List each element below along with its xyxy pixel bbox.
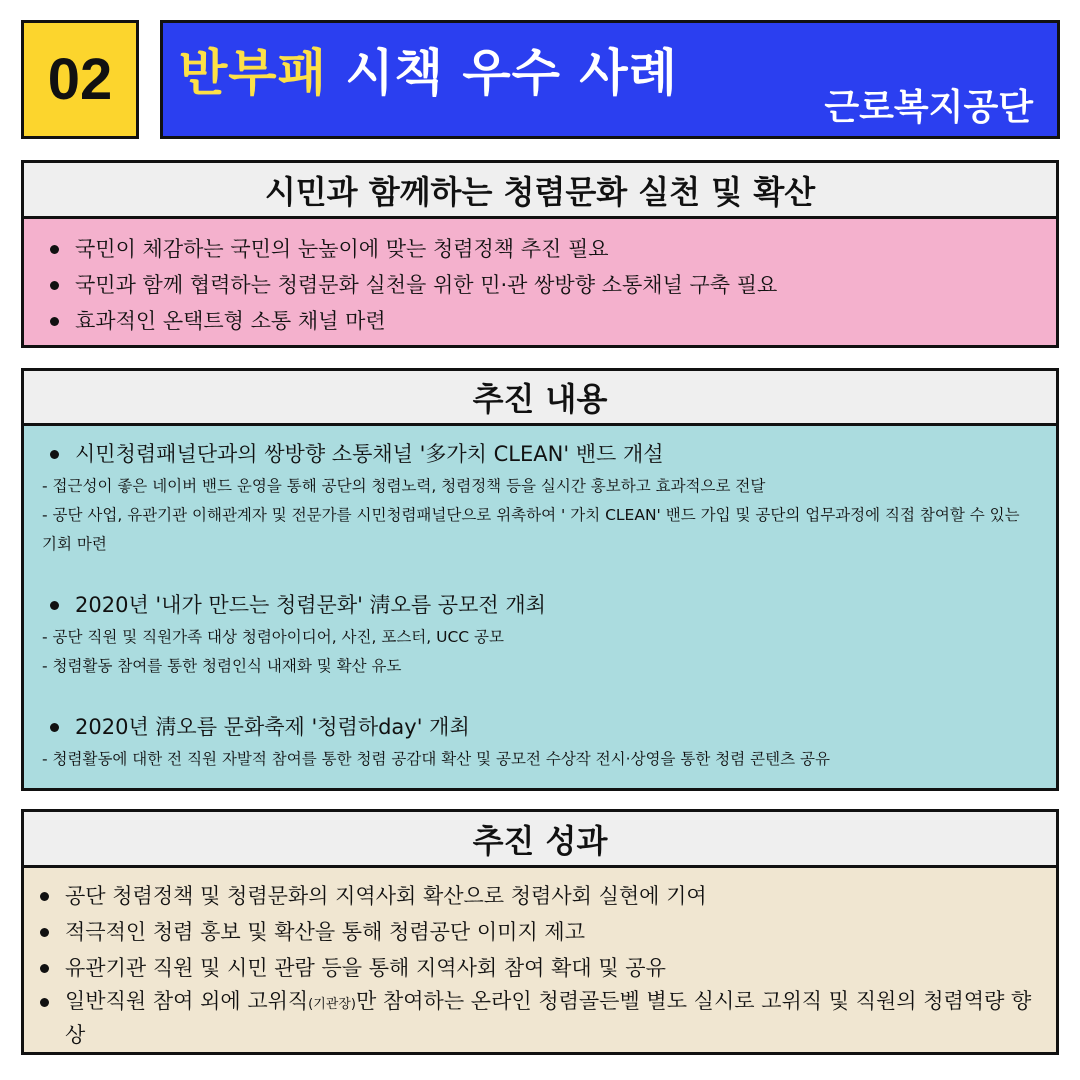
activities-section (21, 368, 1059, 791)
activity-title-text: 2020년 '내가 만드는 청렴문화' 淸오름 공모전 개최 (75, 593, 546, 617)
bullet-dot (50, 245, 59, 254)
activity-title (42, 587, 1038, 623)
result-bullet (32, 914, 1038, 950)
page-title (179, 33, 678, 105)
result-bullet (32, 950, 1038, 986)
bullet-text: 유관기관 직원 및 시민 관람 등을 통해 지역사회 참여 확대 및 공유 (65, 956, 666, 980)
background-heading: 시민과 함께하는 청렴문화 실천 및 확산 (24, 163, 1056, 219)
activity-detail: - 공단 사업, 유관기관 이해관계자 및 전문가를 시민청렴패널단으로 위촉하여 ' 가치 CLEAN' 밴드 가입 및 공단의 업무과정에 직접 참여할 수 있는 기회 마련 (42, 506, 1020, 553)
activity-detail: - 접근성이 좋은 네이버 밴드 운영을 통해 공단의 청렴노력, 청렴정책 등을 실시간 홍보하고 효과적으로 전달 (42, 477, 766, 495)
results-body (24, 868, 1056, 1052)
activity-title-text: 시민청렴패널단과의 쌍방향 소통채널 '多가치 CLEAN' 밴드 개설 (75, 442, 664, 466)
bullet-dot (50, 601, 59, 610)
title-banner (160, 20, 1060, 139)
background-bullet (42, 267, 1038, 303)
bullet-text: 공단 청렴정책 및 청렴문화의 지역사회 확산으로 청렴사회 실현에 기여 (65, 884, 707, 908)
bullet-dot (40, 928, 49, 937)
bullet-dot (50, 281, 59, 290)
bullet-text-part2: 만 참여하는 온라인 청렴골든벨 별도 실시로 고위직 및 직원의 청렴역량 향상 (65, 989, 1032, 1047)
bullet-text-wrap (65, 986, 1038, 1050)
bullet-dot (50, 317, 59, 326)
background-bullet (42, 303, 1038, 339)
activities-heading: 추진 내용 (24, 371, 1056, 426)
bullet-dot (50, 723, 59, 732)
section-number: 02 (47, 47, 113, 112)
background-body (24, 219, 1056, 345)
result-bullet (32, 986, 1038, 1050)
results-heading: 추진 성과 (24, 812, 1056, 868)
bullet-text: 효과적인 온택트형 소통 채널 마련 (75, 309, 386, 333)
activity-detail: - 공단 직원 및 직원가족 대상 청렴아이디어, 사진, 포스터, UCC 공모 (42, 628, 504, 646)
activity-detail: - 청렴활동 참여를 통한 청렴인식 내재화 및 확산 유도 (42, 657, 402, 675)
organization-name: 근로복지공단 (824, 87, 1033, 128)
bullet-dot (40, 892, 49, 901)
activity-title (42, 436, 1038, 472)
results-section (21, 809, 1059, 1055)
title-rest: 시책 우수 사례 (326, 44, 678, 102)
activity-title-text: 2020년 淸오름 문화축제 '청렴하day' 개최 (75, 715, 470, 739)
bullet-note: (기관장) (308, 997, 356, 1012)
bullet-text-part1: 일반직원 참여 외에 고위직 (65, 989, 309, 1013)
bullet-text: 국민과 함께 협력하는 청렴문화 실천을 위한 민·관 쌍방향 소통채널 구축 필요 (75, 273, 778, 297)
title-highlight: 반부패 (179, 44, 327, 102)
bullet-text: 적극적인 청렴 홍보 및 확산을 통해 청렴공단 이미지 제고 (65, 920, 585, 944)
bullet-dot (40, 998, 49, 1007)
section-number-badge (21, 20, 139, 139)
activity-title (42, 709, 1038, 745)
bullet-text: 국민이 체감하는 국민의 눈높이에 맞는 청렴정책 추진 필요 (75, 237, 609, 261)
background-bullet (42, 231, 1038, 267)
bullet-dot (50, 450, 59, 459)
bullet-dot (40, 964, 49, 973)
activity-detail: - 청렴활동에 대한 전 직원 자발적 참여를 통한 청렴 공감대 확산 및 공모전 수상작 전시·상영을 통한 청렴 콘텐츠 공유 (42, 750, 830, 768)
background-section (21, 160, 1059, 348)
activities-body (24, 426, 1056, 788)
result-bullet (32, 878, 1038, 914)
